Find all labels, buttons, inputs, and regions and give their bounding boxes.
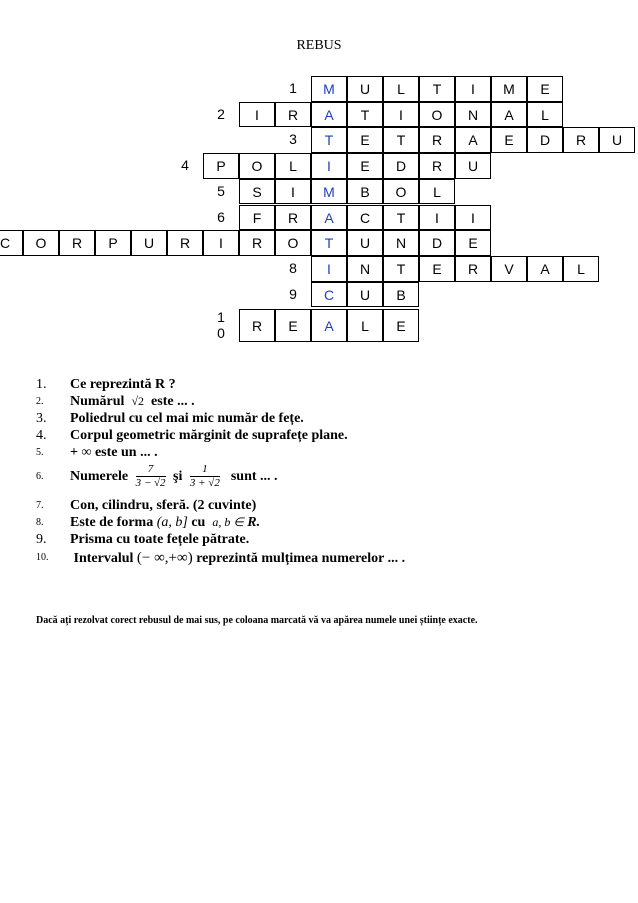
crossword-cell[interactable]: I	[203, 230, 239, 256]
crossword-cell[interactable]: U	[131, 230, 167, 256]
clue-number: 2	[217, 105, 225, 122]
clue-number: 3	[289, 131, 297, 148]
page-title: REBUS	[296, 38, 342, 53]
question-number: 1.	[36, 377, 47, 392]
clue-number: 5	[217, 182, 225, 199]
crossword-cell[interactable]: R	[563, 127, 599, 153]
question-text: + ∞ este un ... .	[70, 445, 158, 460]
crossword-cell[interactable]: U	[347, 282, 383, 308]
crossword-cell[interactable]: T	[383, 256, 419, 282]
key-column-cell[interactable]: I	[311, 256, 347, 282]
question-number: 2.	[36, 396, 44, 407]
crossword-cell[interactable]: D	[419, 230, 455, 256]
crossword-cell[interactable]: O	[275, 230, 311, 256]
crossword-cell[interactable]: T	[383, 205, 419, 231]
crossword-cell[interactable]: N	[455, 102, 491, 128]
fraction-1	[136, 463, 166, 490]
crossword-cell[interactable]: C	[347, 205, 383, 231]
footer-note: Dacă ați rezolvat corect rebusul de mai sus, pe coloana marcată vă va apărea numele unei științe exacte.	[36, 615, 478, 626]
crossword-cell[interactable]: B	[383, 282, 419, 308]
crossword-cell[interactable]: L	[383, 76, 419, 102]
crossword-cell[interactable]: R	[239, 309, 275, 342]
crossword-cell[interactable]: R	[419, 153, 455, 179]
crossword-cell[interactable]: T	[419, 76, 455, 102]
crossword-cell[interactable]: E	[275, 309, 311, 342]
crossword-cell[interactable]: L	[275, 153, 311, 179]
key-column-cell[interactable]: I	[311, 153, 347, 179]
fraction-denominator: 3 + √2	[189, 477, 220, 490]
question-text: Prisma cu toate fețele pătrate.	[70, 532, 250, 547]
question-text: Corpul geometric mărginit de suprafețe plane.	[70, 428, 348, 443]
crossword-cell[interactable]: T	[383, 127, 419, 153]
question-number: 7.	[36, 500, 44, 511]
clue-number: 9	[289, 285, 297, 302]
question-text: Poliedrul cu cel mai mic număr de fețe.	[70, 411, 304, 426]
key-column-cell[interactable]: A	[311, 205, 347, 231]
crossword-cell[interactable]: U	[599, 127, 635, 153]
crossword-cell[interactable]: P	[203, 153, 239, 179]
crossword-cell[interactable]: R	[59, 230, 95, 256]
crossword-cell[interactable]: I	[275, 179, 311, 205]
question-10	[36, 548, 405, 569]
crossword-cell[interactable]: V	[491, 256, 527, 282]
clue-number: 4	[181, 157, 189, 174]
question-conjunction: şi	[173, 469, 183, 484]
question-number: 6.	[36, 471, 44, 482]
question-2	[36, 393, 405, 410]
crossword-cell[interactable]: A	[491, 102, 527, 128]
clue-number: 1 0	[217, 309, 225, 342]
crossword-cell[interactable]: R	[419, 127, 455, 153]
key-column-cell[interactable]: T	[311, 230, 347, 256]
crossword-cell[interactable]: A	[527, 256, 563, 282]
crossword-cell[interactable]: L	[563, 256, 599, 282]
crossword-cell[interactable]: I	[383, 102, 419, 128]
crossword-cell[interactable]: O	[239, 153, 275, 179]
key-column-cell[interactable]: A	[311, 102, 347, 128]
question-text-end: sunt ... .	[230, 469, 278, 484]
fraction-numerator: 7	[136, 463, 166, 477]
crossword-cell[interactable]: E	[527, 76, 563, 102]
question-text-end: reprezintă mulțimea numerelor ... .	[196, 551, 406, 566]
key-column-cell[interactable]: C	[311, 282, 347, 308]
question-3	[36, 410, 405, 427]
crossword-cell[interactable]: R	[167, 230, 203, 256]
question-9	[36, 531, 405, 548]
interval-expression: (− ∞,+∞)	[136, 550, 193, 566]
crossword-cell[interactable]: U	[347, 230, 383, 256]
question-text: Con, cilindru, sferă. (2 cuvinte)	[70, 498, 257, 513]
crossword-cell[interactable]: E	[347, 127, 383, 153]
crossword-cell[interactable]: T	[347, 102, 383, 128]
question-7	[36, 497, 405, 514]
clue-number: 1	[289, 80, 297, 96]
crossword-cell[interactable]: U	[455, 153, 491, 179]
fraction-numerator: 1	[190, 463, 220, 477]
question-6	[36, 461, 405, 497]
crossword-cell[interactable]: O	[23, 230, 59, 256]
fraction-2	[190, 463, 220, 490]
interval-expression: (a, b]	[156, 515, 188, 530]
crossword-cell[interactable]: F	[239, 205, 275, 231]
crossword-cell[interactable]: L	[527, 102, 563, 128]
crossword-cell[interactable]: N	[383, 230, 419, 256]
crossword-cell[interactable]: P	[95, 230, 131, 256]
question-text: Numerele	[70, 469, 129, 484]
crossword-cell[interactable]: E	[419, 256, 455, 282]
crossword-cell[interactable]: M	[491, 76, 527, 102]
crossword-cell[interactable]: R	[275, 205, 311, 231]
key-column-cell[interactable]: M	[311, 76, 347, 102]
crossword-cell[interactable]: L	[419, 179, 455, 205]
crossword-cell[interactable]: E	[347, 153, 383, 179]
crossword-cell[interactable]: D	[527, 127, 563, 153]
question-text-end: este ... .	[151, 394, 195, 409]
question-1	[36, 376, 405, 393]
crossword-cell[interactable]: R	[239, 230, 275, 256]
question-number: 10.	[36, 552, 49, 563]
crossword-cell[interactable]: A	[455, 127, 491, 153]
question-number: 3.	[36, 411, 47, 426]
question-number: 8.	[36, 517, 44, 528]
crossword-cell[interactable]: U	[347, 76, 383, 102]
crossword-cell[interactable]: L	[347, 309, 383, 342]
question-text: Intervalul	[73, 551, 134, 566]
question-text: Este de forma	[70, 515, 154, 530]
clue-number: 6	[217, 208, 225, 225]
questions-list	[36, 376, 405, 569]
sqrt-expression: √2	[131, 394, 145, 408]
crossword-cell[interactable]: O	[419, 102, 455, 128]
crossword-cell[interactable]: B	[347, 179, 383, 205]
crossword-cell[interactable]: C	[0, 230, 23, 256]
crossword-cell[interactable]: I	[239, 102, 275, 128]
clue-number: 8	[289, 259, 297, 276]
question-5	[36, 444, 405, 461]
condition-expression: a, b ∈	[212, 515, 244, 529]
fraction-denominator: 3 − √2	[135, 477, 166, 490]
question-number: 4.	[36, 428, 47, 443]
key-column-cell[interactable]: A	[311, 309, 347, 342]
crossword-cell[interactable]: N	[347, 256, 383, 282]
crossword-cell[interactable]: I	[419, 205, 455, 231]
crossword-cell[interactable]: E	[383, 309, 419, 342]
question-text: Numărul	[70, 394, 125, 409]
key-column-cell[interactable]: M	[311, 179, 347, 205]
question-8	[36, 514, 405, 531]
key-column-cell[interactable]: T	[311, 127, 347, 153]
crossword-grid	[0, 0, 638, 360]
question-text: Ce reprezintă R ?	[70, 377, 176, 392]
question-number: 9.	[36, 532, 47, 547]
crossword-cell[interactable]: R	[275, 102, 311, 128]
crossword-cell[interactable]: D	[383, 153, 419, 179]
question-number: 5.	[36, 447, 44, 458]
question-4	[36, 427, 405, 444]
crossword-cell[interactable]: E	[455, 230, 491, 256]
crossword-cell[interactable]: O	[383, 179, 419, 205]
question-text-end: R.	[247, 515, 261, 530]
crossword-cell[interactable]: I	[455, 205, 491, 231]
crossword-cell[interactable]: E	[491, 127, 527, 153]
crossword-cell[interactable]: S	[239, 179, 275, 205]
question-conjunction: cu	[191, 515, 206, 530]
crossword-cell[interactable]: R	[455, 256, 491, 282]
crossword-cell[interactable]: I	[455, 76, 491, 102]
